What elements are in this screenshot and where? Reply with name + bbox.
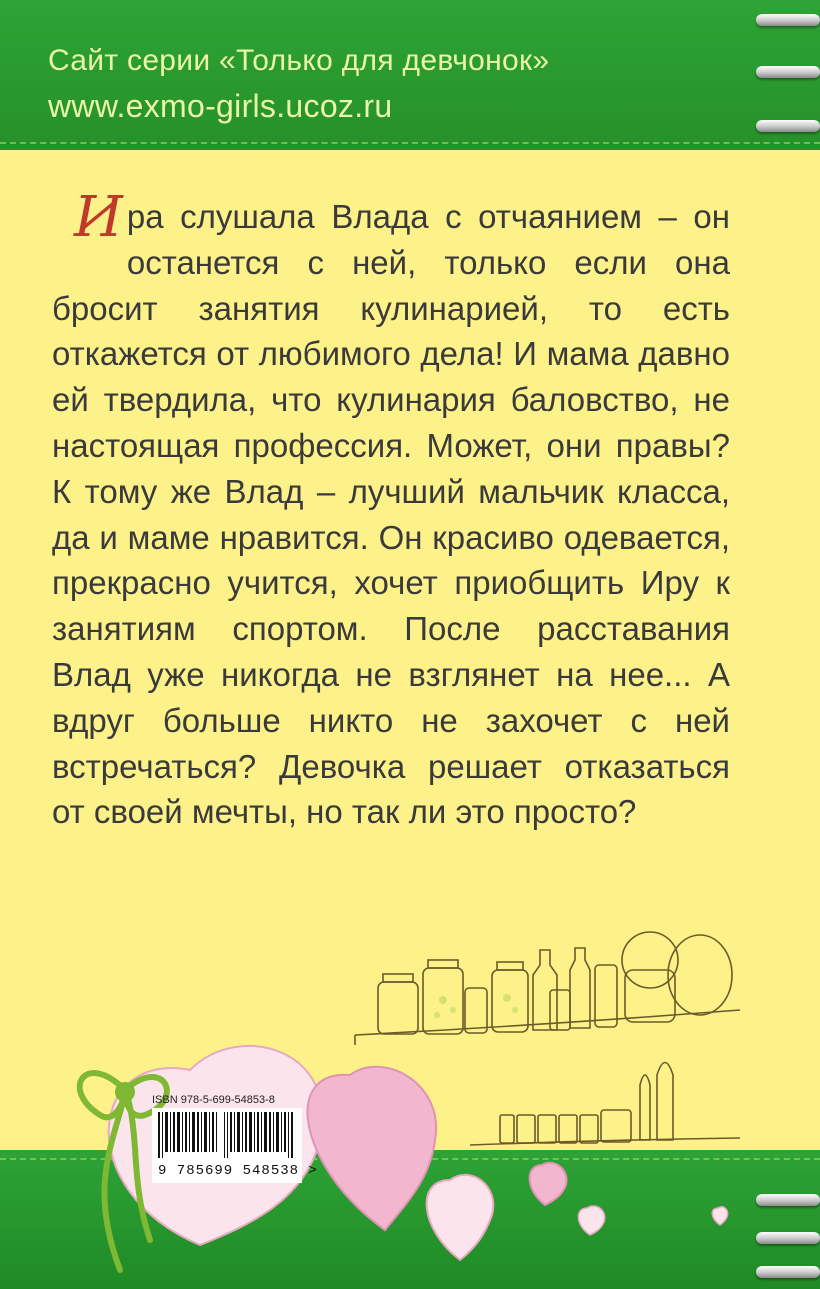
- annotation-text: ра слушала Влада с отчаянием – он останется с ней, только если она бросит занятия кулинарией, то есть откажется от любимого дела! И мама давно ей твердила, что кулинария баловство, не настоящая профессия. Может, они правы? К тому же Влад – лучший мальчик класса, да и маме нравится. Он красиво одевается, прекрасно учится, хочет приобщить Иру к занятиям спортом. После расставания Влад уже никогда не взглянет на нее... А вдруг больше никто не захочет с ней встречаться? Девочка решает отказаться от своей мечты, но так ли это просто?: [52, 198, 730, 831]
- binder-rings-top: [750, 0, 820, 140]
- isbn-block: [152, 1094, 342, 1183]
- heart-icon: [427, 1175, 494, 1260]
- series-site-title: Сайт серии «Только для девчонок»: [48, 44, 550, 77]
- decor-hearts: [30, 1030, 770, 1289]
- isbn-label: ISBN 978-5-699-54853-8: [152, 1094, 275, 1106]
- drop-cap: И: [74, 185, 123, 250]
- jar-icon: [595, 965, 617, 1027]
- binder-ring-icon: [756, 120, 820, 132]
- round-jar-icon: [668, 935, 732, 1015]
- binder-ring-icon: [756, 66, 820, 78]
- header-band: [0, 0, 820, 150]
- jar-icon: [465, 988, 487, 1033]
- stitch-divider: [0, 142, 820, 144]
- barcode-bars: [158, 1112, 296, 1158]
- book-annotation: [52, 185, 730, 835]
- barcode-number: 9 785699 548538 >: [158, 1163, 318, 1179]
- heart-icon: [712, 1207, 727, 1225]
- heart-icon: [530, 1163, 567, 1205]
- jar-icon: [378, 982, 418, 1034]
- series-site-url[interactable]: www.exmo-girls.ucoz.ru: [48, 88, 393, 124]
- barcode-icon: [152, 1108, 318, 1183]
- jar-icon: [492, 970, 528, 1032]
- heart-icon: [578, 1206, 604, 1235]
- binder-ring-icon: [756, 14, 820, 26]
- bottle-icon: [570, 948, 590, 1028]
